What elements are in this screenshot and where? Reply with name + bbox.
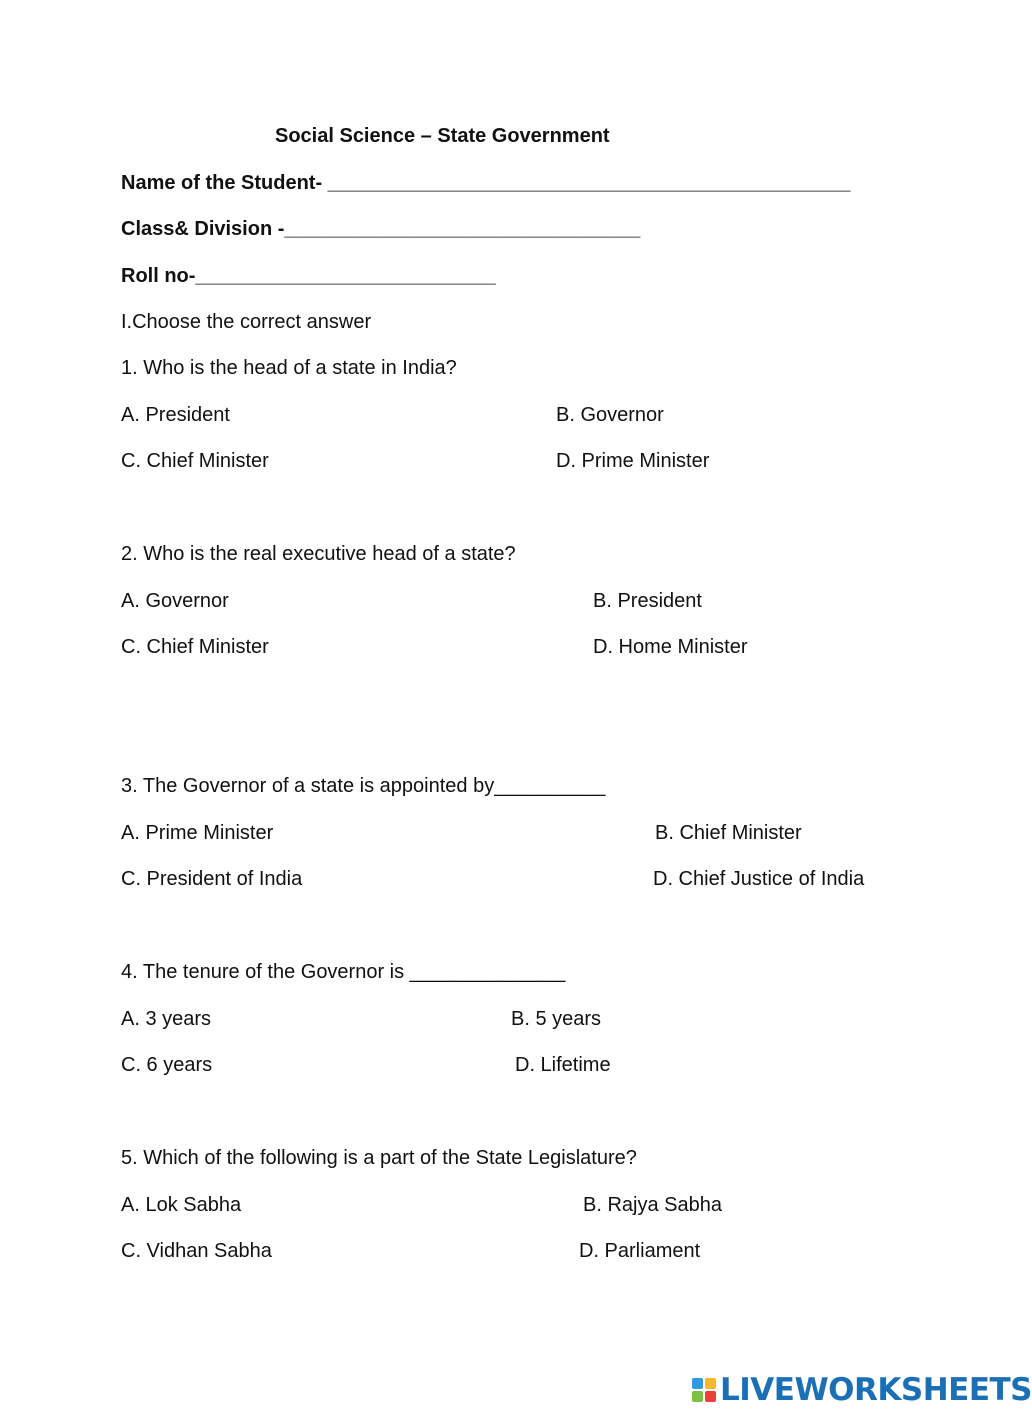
option-b: B. Governor xyxy=(556,404,664,426)
option-a: A. Lok Sabha xyxy=(121,1194,242,1216)
option-c: C. 6 years xyxy=(121,1054,213,1076)
option-d: D. Prime Minister xyxy=(556,450,710,472)
option-a: A. Prime Minister xyxy=(121,822,274,844)
option-b: B. Rajya Sabha xyxy=(583,1194,722,1216)
option-b: B. Chief Minister xyxy=(655,822,802,844)
liveworksheets-logo[interactable] xyxy=(692,1373,1032,1407)
option-a: A. Governor xyxy=(121,590,229,612)
option-d: D. Parliament xyxy=(579,1240,701,1262)
question-text: 3. The Governor of a state is appointed by__________ xyxy=(121,775,606,797)
worksheet-title: Social Science – State Government xyxy=(275,125,610,147)
option-d: D. Lifetime xyxy=(515,1054,611,1076)
option-c: C. Vidhan Sabha xyxy=(121,1240,272,1262)
roll-no-field: Roll no-___________________________ xyxy=(121,265,496,287)
question-text: 1. Who is the head of a state in India? xyxy=(121,357,457,379)
student-name-field: Name of the Student- _______________________________________________ xyxy=(121,172,851,194)
option-b: B. 5 years xyxy=(511,1008,602,1030)
question-text: 5. Which of the following is a part of the State Legislature? xyxy=(121,1147,637,1169)
class-division-field: Class& Division -________________________________ xyxy=(121,218,641,240)
logo-square xyxy=(705,1378,716,1389)
option-d: D. Home Minister xyxy=(593,636,748,658)
option-c: C. Chief Minister xyxy=(121,636,269,658)
question-text: 4. The tenure of the Governor is ______________ xyxy=(121,961,566,983)
logo-square xyxy=(692,1378,703,1389)
section-heading: I.Choose the correct answer xyxy=(121,311,372,333)
option-a: A. President xyxy=(121,404,230,426)
option-c: C. Chief Minister xyxy=(121,450,269,472)
option-d: D. Chief Justice of India xyxy=(653,868,865,890)
option-c: C. President of India xyxy=(121,868,303,890)
option-a: A. 3 years xyxy=(121,1008,212,1030)
logo-square xyxy=(705,1391,716,1402)
logo-text: LIVEWORKSHEETS xyxy=(720,1372,1032,1408)
logo-square xyxy=(692,1391,703,1402)
logo-squares-icon xyxy=(692,1378,716,1402)
option-b: B. President xyxy=(593,590,702,612)
question-text: 2. Who is the real executive head of a state? xyxy=(121,543,516,565)
